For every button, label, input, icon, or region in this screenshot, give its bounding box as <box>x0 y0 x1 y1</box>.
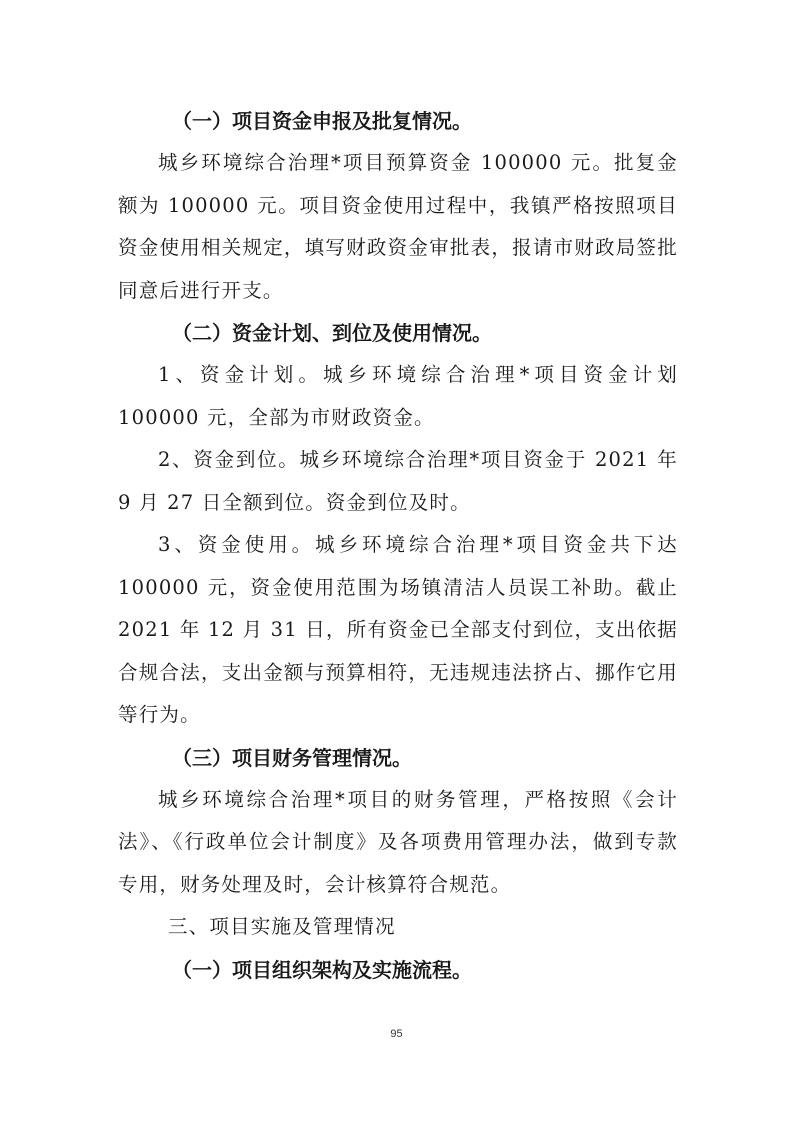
section-title-implementation: 三、项目实施及管理情况 <box>168 915 396 938</box>
paragraph-funding-application: 城乡环境综合治理*项目预算资金 100000 元。批复金额为 100000 元。项目资金使用过程中，我镇严格按照项目资金使用相关规定，填写财政资金审批表，报请市财政局签批同意后进行开支。 <box>118 151 678 302</box>
heading-financial-management: （三）项目财务管理情况。 <box>172 745 412 770</box>
paragraph-financial-management: 城乡环境综合治理*项目的财务管理，严格按照《会计法》、《行政单位会计制度》及各项费用管理办法，做到专款专用，财务处理及时，会计核算符合规范。 <box>118 787 678 896</box>
heading-organization-structure: （一）项目组织架构及实施流程。 <box>172 957 472 982</box>
heading-funding-application: （一）项目资金申报及批复情况。 <box>172 109 472 133</box>
paragraph-funding-arrival: 2、资金到位。城乡环境综合治理*项目资金于 2021 年 9 月 27 日全额到位。资金到位及时。 <box>118 448 678 514</box>
heading-funding-plan: （二）资金计划、到位及使用情况。 <box>172 321 492 345</box>
document-body <box>118 100 678 991</box>
paragraph-funding-plan: 1、资金计划。城乡环境综合治理*项目资金计划 100000 元，全部为市财政资金。 <box>118 363 678 429</box>
page-number: 95 <box>390 1028 403 1040</box>
paragraph-funding-usage: 3、资金使用。城乡环境综合治理*项目资金共下达 100000 元，资金使用范围为场镇清洁人员误工补助。截止 2021 年 12 月 31 日，所有资金已全部支付到位，支出依据合规合法，支出金额与预算相符，无违规违法挤占、挪作它用等行为。 <box>118 533 678 726</box>
